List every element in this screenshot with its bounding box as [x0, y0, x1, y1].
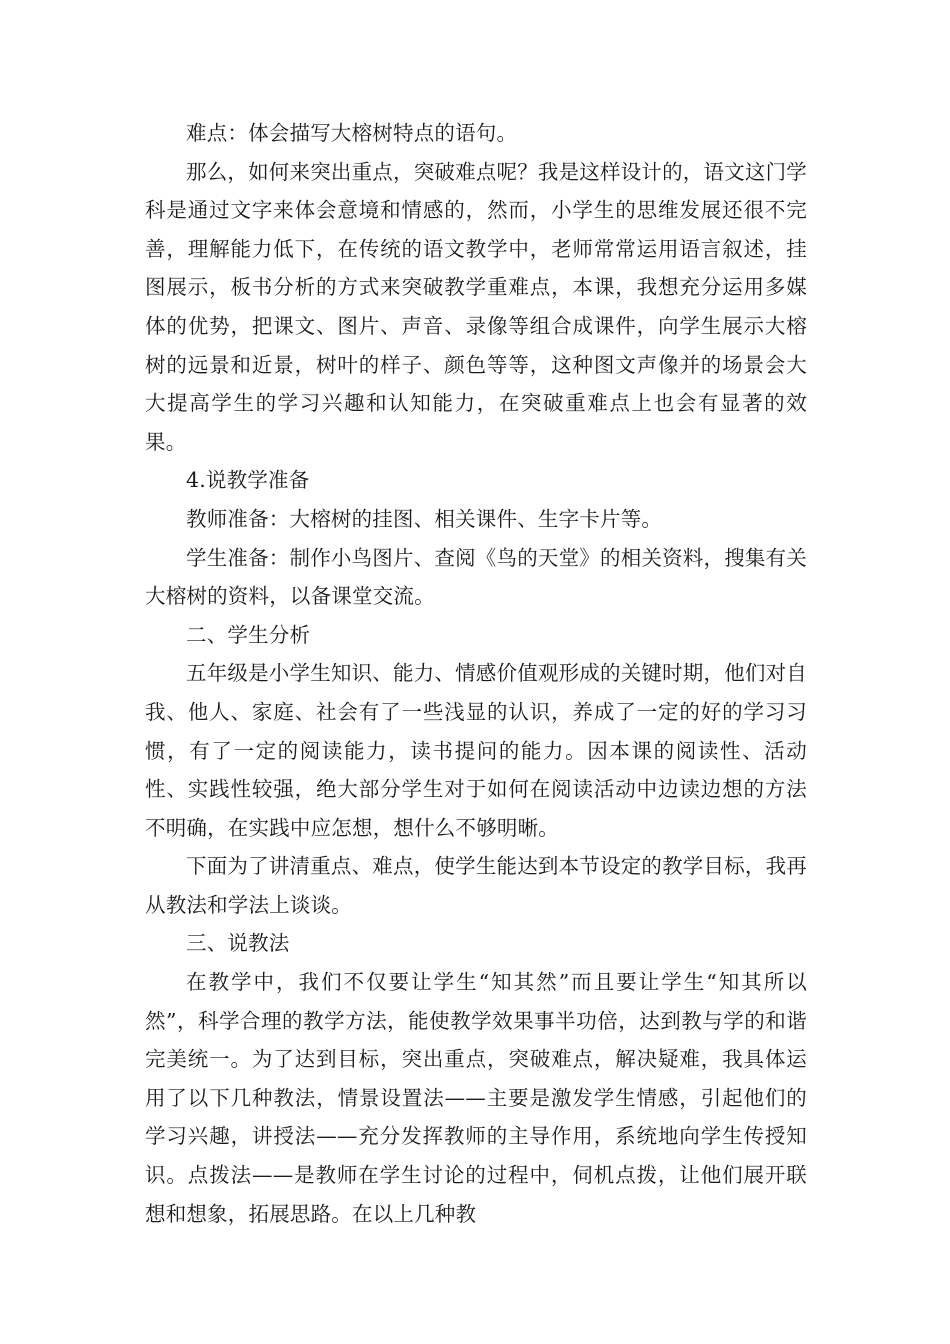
- paragraph-student-preparation: 学生准备：制作小鸟图片、查阅《鸟的天堂》的相关资料，搜集有关大榕树的资料，以备课堂交流。: [145, 545, 807, 609]
- paragraph-student-analysis: 五年级是小学生知识、能力、情感价值观形成的关键时期，他们对自我、他人、家庭、社会有了一些浅显的认识，养成了一定的好的学习习惯，有了一定的阅读能力，读书提问的能力。因本课的阅读性、活动性、实践性较强，绝大部分学生对于如何在阅读活动中边读边想的方法不明确，在实践中应怎想，想什么不够明晰。: [145, 661, 807, 840]
- heading-teaching-methods: 三、说教法: [186, 931, 290, 956]
- heading-teaching-preparation: 4.说教学准备: [186, 468, 310, 493]
- document-body: [145, 114, 807, 1233]
- paragraph-difficulty: 难点：体会描写大榕树特点的语句。: [186, 121, 518, 145]
- heading-student-analysis: 二、学生分析: [186, 622, 311, 647]
- paragraph-teacher-preparation: 教师准备：大榕树的挂图、相关课件、生字卡片等。: [186, 506, 663, 531]
- paragraph-teaching-methods: 在教学中，我们不仅要让学生“知其然”而且要让学生“知其所以然”，科学合理的教学方法，能使教学效果事半功倍，达到教与学的和谐完美统一。为了达到目标，突出重点，突破难点，解决疑难，我具体运用了以下几种教法，情景设置法——主要是激发学生情感，引起他们的学习兴趣，讲授法——充分发挥教师的主导作用，系统地向学生传授知识。点拨法——是教师在学生讨论的过程中，伺机点拨，让他们展开联想和想象，拓展思路。在以上几种教: [145, 970, 807, 1226]
- paragraph-design: 那么，如何来突出重点，突破难点呢？我是这样设计的，语文这门学科是通过文字来体会意境和情感的，然而，小学生的思维发展还很不完善，理解能力低下，在传统的语文教学中，老师常常运用语言叙述，挂图展示，板书分析的方式来突破教学重难点，本课，我想充分运用多媒体的优势，把课文、图片、声音、录像等组合成课件，向学生展示大榕树的远景和近景，树叶的样子、颜色等等，这种图文声像并的场景会大大提高学生的学习兴趣和认知能力，在突破重难点上也会有显著的效果。: [145, 159, 807, 454]
- paragraph-transition: 下面为了讲清重点、难点，使学生能达到本节设定的教学目标，我再从教法和学法上谈谈。: [145, 854, 807, 917]
